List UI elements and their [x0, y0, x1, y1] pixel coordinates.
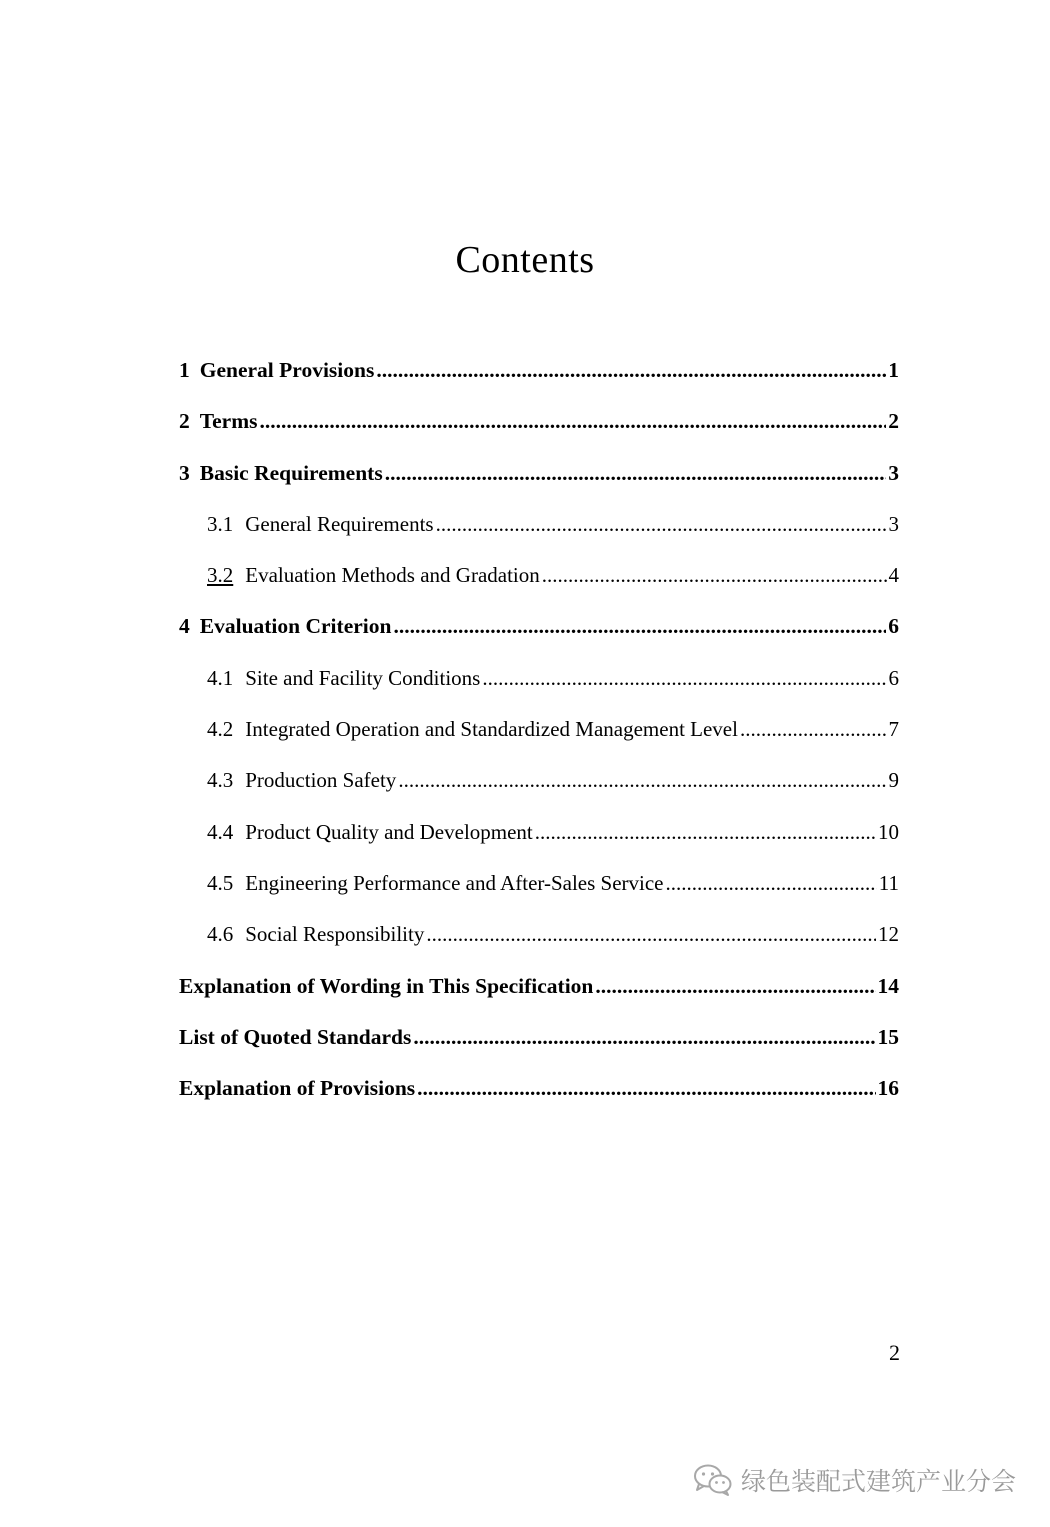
toc-entry-label: Social Responsibility	[245, 922, 425, 947]
toc-entry-quoted-standards[interactable]	[179, 1017, 899, 1068]
toc-entry-page: 10	[878, 819, 899, 844]
toc-entry-label: General Provisions	[199, 358, 375, 382]
toc-dot-leader	[595, 966, 875, 1006]
toc-dot-leader	[535, 812, 876, 852]
wechat-icon	[693, 1463, 733, 1497]
toc-entry-label: General Requirements	[245, 511, 434, 536]
toc-entry-label: List of Quoted Standards	[179, 1024, 412, 1049]
toc-entry-engineering-performance[interactable]	[179, 863, 899, 914]
toc-entry-number: 1	[179, 358, 190, 382]
toc-entry-terms[interactable]	[179, 401, 899, 452]
toc-entry-number: 3	[179, 460, 190, 485]
toc-dot-leader	[376, 350, 886, 390]
toc-entry-page: 4	[888, 563, 899, 588]
toc-dot-leader	[417, 1068, 875, 1108]
toc-entry-number: 3.1	[207, 511, 234, 536]
toc-entry-page: 1	[888, 358, 899, 382]
toc-entry-page: 2	[888, 409, 899, 434]
toc-entry-label: Product Quality and Development	[245, 819, 533, 844]
toc-dot-leader	[393, 606, 886, 646]
toc-entry-page: 3	[888, 460, 899, 485]
toc-entry-label: Production Safety	[245, 768, 397, 793]
toc-entry-number: 4.1	[207, 665, 234, 690]
toc-entry-label: Explanation of Provisions	[179, 1076, 416, 1101]
toc-entry-page: 6	[888, 665, 899, 690]
toc-entry-label: Explanation of Wording in This Specification	[179, 973, 594, 998]
toc-entry-number: 4	[179, 614, 190, 639]
toc-entry-page: 9	[888, 768, 899, 793]
watermark-text: 绿色装配式建筑产业分会	[740, 1467, 1016, 1496]
toc-entry-number: 3.2	[207, 563, 234, 588]
toc-entry-social-responsibility[interactable]	[179, 914, 899, 965]
toc-dot-leader	[740, 709, 887, 749]
toc-entry-label: Engineering Performance and After-Sales Service	[245, 870, 664, 895]
toc-dot-leader	[542, 555, 887, 595]
toc-entry-general-provisions[interactable]	[179, 350, 899, 401]
watermark	[693, 1462, 1016, 1498]
toc-dot-leader	[259, 401, 886, 441]
toc-entry-evaluation-methods[interactable]	[179, 555, 899, 606]
toc-entry-page: 3	[888, 511, 899, 536]
toc-entry-number: 2	[179, 409, 190, 434]
toc-entry-evaluation-criterion[interactable]	[179, 606, 899, 657]
toc-dot-leader	[385, 453, 887, 493]
toc-dot-leader	[398, 760, 886, 800]
toc-dot-leader	[666, 863, 877, 903]
toc-dot-leader	[436, 504, 887, 544]
toc-entry-page: 14	[877, 973, 899, 998]
toc-entry-label: Evaluation Criterion	[199, 614, 392, 639]
toc-entry-page: 11	[878, 870, 899, 895]
page-number: 2	[889, 1340, 900, 1365]
toc-entry-label: Integrated Operation and Standardized Management Level	[245, 717, 738, 742]
toc-entry-label: Basic Requirements	[199, 460, 383, 485]
toc-entry-number: 4.4	[207, 819, 234, 844]
toc-entry-site-facility[interactable]	[179, 658, 899, 709]
toc-entry-label: Terms	[199, 409, 258, 434]
toc-entry-page: 7	[888, 717, 899, 742]
toc-entry-integrated-operation[interactable]	[179, 709, 899, 760]
toc-entry-label: Evaluation Methods and Gradation	[245, 563, 540, 588]
toc-entry-label: Site and Facility Conditions	[245, 665, 481, 690]
toc-entry-number: 4.3	[207, 768, 234, 793]
table-of-contents	[179, 350, 899, 1119]
toc-entry-page: 12	[878, 922, 899, 947]
toc-dot-leader	[482, 658, 886, 698]
toc-entry-general-requirements[interactable]	[179, 504, 899, 555]
toc-entry-explanation-wording[interactable]	[179, 966, 899, 1017]
toc-entry-explanation-provisions[interactable]	[179, 1068, 899, 1119]
toc-dot-leader	[413, 1017, 875, 1057]
toc-dot-leader	[426, 914, 876, 954]
toc-entry-basic-requirements[interactable]	[179, 453, 899, 504]
toc-entry-production-safety[interactable]	[179, 760, 899, 811]
toc-entry-page: 6	[888, 614, 899, 639]
toc-entry-number: 4.2	[207, 717, 234, 742]
toc-entry-page: 15	[877, 1024, 899, 1049]
toc-entry-number: 4.5	[207, 870, 234, 895]
page-title: Contents	[455, 239, 595, 281]
toc-entry-number: 4.6	[207, 922, 234, 947]
toc-entry-product-quality[interactable]	[179, 812, 899, 863]
toc-entry-page: 16	[877, 1076, 899, 1101]
